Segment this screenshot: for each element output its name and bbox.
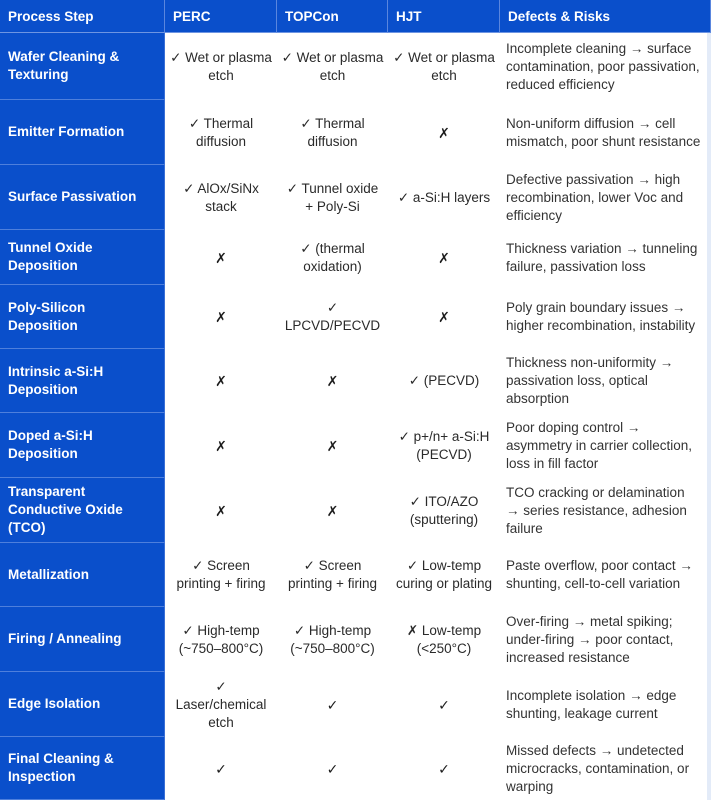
- cell-defects: Paste overflow, poor contact → shunting, cell-to-cell variation: [506, 558, 693, 591]
- check-icon: ✓: [215, 760, 227, 777]
- cross-icon: ✗: [215, 249, 227, 266]
- cross-icon: ✗: [438, 249, 450, 266]
- header-perc: PERC: [165, 0, 277, 33]
- cell-perc: ✓ Wet or plasma etch: [170, 49, 272, 83]
- cross-icon: ✗: [438, 124, 450, 141]
- check-icon: ✓: [438, 696, 450, 713]
- cross-icon: ✗: [215, 373, 227, 389]
- cell-defects: Defective passivation → high recombination, lower Voc and efficiency: [506, 171, 684, 223]
- header-topcon: TOPCon: [277, 0, 388, 33]
- row-step: Wafer Cleaning & Texturing: [0, 33, 165, 100]
- row-step: Poly-Silicon Deposition: [0, 285, 165, 349]
- check-icon: ✓: [326, 696, 339, 713]
- cell-perc: ✓ Screen printing + firing: [176, 558, 266, 591]
- cell-perc: ✓ High-temp (~750–800°C): [178, 622, 264, 656]
- cell-hjt: ✓ (PECVD): [408, 373, 480, 388]
- cross-icon: ✗: [438, 309, 450, 325]
- row-step: Tunnel Oxide Deposition: [0, 230, 165, 285]
- row-step: Surface Passivation: [0, 165, 165, 230]
- row-step: Firing / Annealing: [0, 607, 165, 672]
- cross-icon: ✗: [326, 502, 339, 519]
- row-step: Metallization: [0, 543, 165, 607]
- cross-icon: ✗: [215, 502, 227, 519]
- row-step: Transparent Conductive Oxide (TCO): [0, 478, 165, 543]
- cell-hjt: ✓ a-Si:H layers: [397, 189, 491, 205]
- cell-defects: Thickness non-uniformity → passivation loss, optical absorption: [506, 355, 674, 406]
- check-icon: ✓: [326, 760, 339, 777]
- cell-defects: Incomplete isolation → edge shunting, leakage current: [506, 687, 677, 721]
- cross-icon: ✗: [326, 373, 339, 389]
- right-edge-strip: [707, 33, 711, 800]
- header-hjt: HJT: [388, 0, 500, 33]
- header-defects: Defects & Risks: [500, 0, 711, 33]
- cell-defects: Incomplete cleaning → surface contamination, poor passivation, reduced efficiency: [506, 40, 700, 92]
- cell-topcon: ✓ Tunnel oxide + Poly-Si: [286, 180, 379, 214]
- cell-defects: Over-firing → metal spiking; under-firing → poor contact, increased resistance: [506, 613, 674, 665]
- cross-icon: ✗: [215, 437, 227, 454]
- cell-topcon: ✓ LPCVD/PECVD: [284, 300, 381, 333]
- cell-perc: ✓ AlOx/SiNx stack: [183, 180, 259, 214]
- cross-icon: ✗: [326, 437, 339, 454]
- cell-hjt: ✓ Low-temp curing or plating: [395, 558, 493, 591]
- cell-defects: TCO cracking or delamination → series resistance, adhesion failure: [506, 484, 687, 536]
- check-icon: ✓: [438, 760, 450, 777]
- row-step: Edge Isolation: [0, 672, 165, 737]
- row-step: Doped a-Si:H Deposition: [0, 413, 165, 478]
- cross-icon: ✗: [215, 309, 227, 325]
- cell-perc: ✓ Thermal diffusion: [188, 115, 254, 149]
- row-step: Intrinsic a-Si:H Deposition: [0, 349, 165, 413]
- cell-hjt: ✓ p+/n+ a-Si:H (PECVD): [398, 428, 490, 462]
- row-step: Final Cleaning & Inspection: [0, 737, 165, 800]
- cell-defects: Non-uniform diffusion → cell mismatch, poor shunt resistance: [506, 115, 701, 149]
- cell-topcon: ✓ (thermal oxidation): [300, 240, 365, 274]
- cell-defects: Thickness variation → tunneling failure, passivation loss: [506, 240, 698, 274]
- cell-defects: Missed defects → undetected microcracks, contamination, or warping: [506, 742, 690, 794]
- cell-topcon: ✓ High-temp (~750–800°C): [290, 622, 375, 656]
- header-process-step: Process Step: [0, 0, 165, 33]
- cell-topcon: ✓ Thermal diffusion: [300, 115, 365, 149]
- cell-defects: Poly grain boundary issues → higher recombination, instability: [506, 300, 696, 333]
- row-step: Emitter Formation: [0, 100, 165, 165]
- cell-topcon: ✓ Screen printing + firing: [288, 558, 377, 591]
- cell-defects: Poor doping control → asymmetry in carrier collection, loss in fill factor: [506, 419, 693, 471]
- cell-hjt: ✓ Wet or plasma etch: [393, 49, 495, 83]
- cell-hjt: ✓ ITO/AZO (sputtering): [409, 493, 479, 527]
- cell-hjt: ✗ Low-temp (<250°C): [406, 622, 482, 656]
- cell-perc: ✓ Laser/chemical etch: [175, 678, 267, 730]
- cell-topcon: ✓ Wet or plasma etch: [281, 49, 384, 83]
